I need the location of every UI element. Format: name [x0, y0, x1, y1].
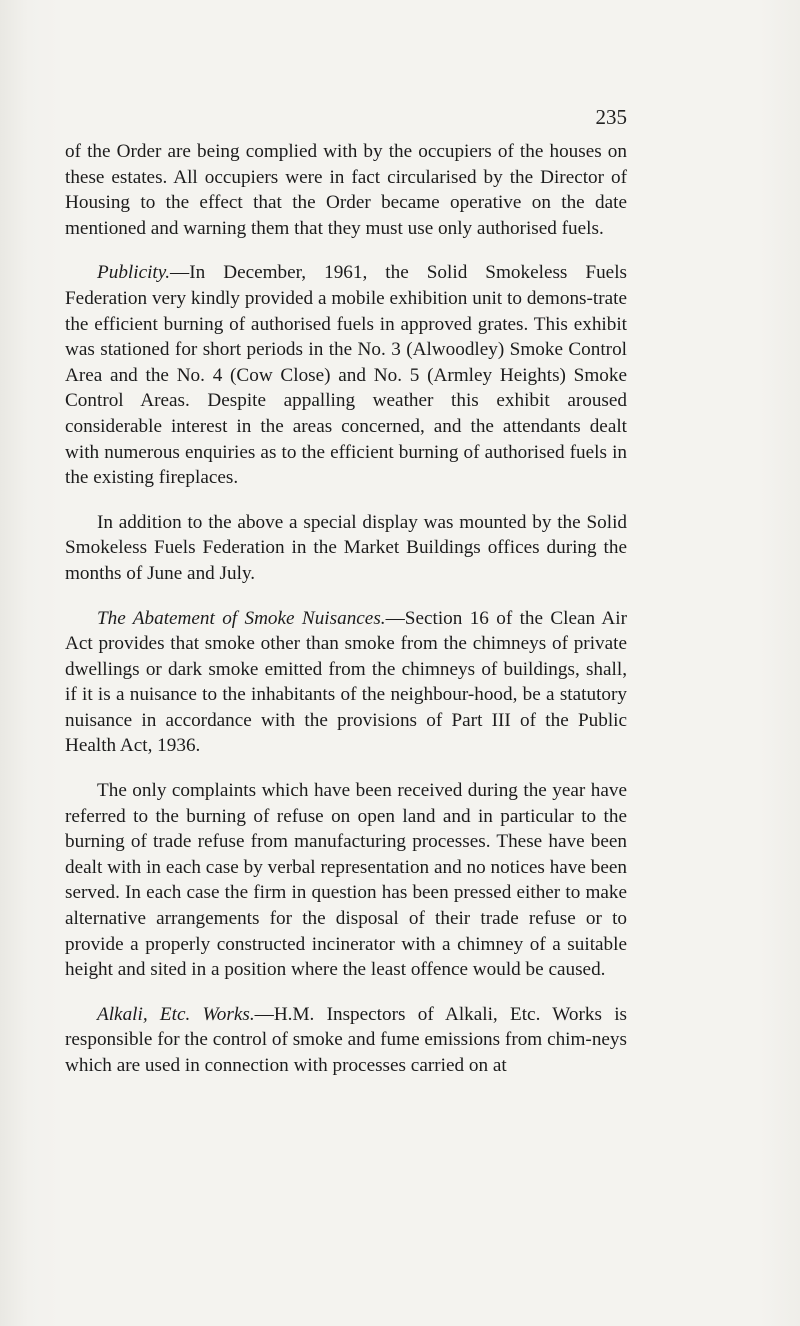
- paragraph-text: of the Order are being complied with by the occupiers of the houses on these estates. All occupiers were in fact circularised by the Director of Housing to the effect that the Order became operative on the date mentioned and warning them that they must use only authorised fuels.: [65, 141, 627, 239]
- paragraph-text: —Section 16 of the Clean Air Act provides that smoke other than smoke from the chimneys of private dwellings or dark smoke emitted from the chimneys of buildings, shall, if it is a nuisance to the inhabitants of the neighbour-hood, be a statutory nuisance in accordance with the provisions of Part III of the Public Health Act, 1936.: [65, 607, 627, 757]
- paragraph-abatement-of-smoke-nuisances: [65, 606, 627, 760]
- body-text: [65, 139, 627, 1079]
- section-heading-abatement: The Abatement of Smoke Nuisances.: [97, 607, 386, 629]
- paragraph-order-compliance: [65, 139, 627, 241]
- paragraph-text: The only complaints which have been received during the year have referred to the burning of refuse on open land and in particular to the burning of trade refuse from manufacturing processes. These have been dealt with in each case by verbal representation and no notices have been served. In each case the firm in question has been pressed either to make alternative arrangements for the disposal of their trade refuse or to provide a properly constructed incinerator with a chimney of a suitable height and sited in a position where the least offence would be caused.: [65, 780, 627, 981]
- paragraph-alkali-works: [65, 1002, 627, 1079]
- paragraph-text: —H.M. Inspectors of Alkali, Etc. Works is responsible for the control of smoke and fume emissions from chim-neys which are used in connection with processes carried on at: [65, 1003, 628, 1076]
- paragraph-text: In addition to the above a special display was mounted by the Solid Smokeless Fuels Federation in the Market Buildings offices during the months of June and July.: [65, 511, 627, 584]
- section-heading-publicity: Publicity.: [97, 262, 171, 284]
- paragraph-special-display: [65, 510, 627, 587]
- paragraph-text: —In December, 1961, the Solid Smokeless Fuels Federation very kindly provided a mobile exhibition unit to demons-trate the efficient burning of authorised fuels in approved grates. This exhibit was stationed for short periods in the No. 3 (Alwoodley) Smoke Control Area and the No. 4 (Cow Close) and No. 5 (Armley Heights) Smoke Control Areas. Despite appalling weather this exhibit aroused considerable interest in the areas concerned, and the attendants dealt with numerous enquiries as to the efficient burning of authorised fuels in the existing fireplaces.: [65, 262, 627, 489]
- paragraph-publicity: [65, 260, 627, 490]
- section-heading-alkali-works: Alkali, Etc. Works.: [97, 1003, 255, 1025]
- paragraph-complaints: [65, 778, 627, 983]
- page-number: 235: [595, 105, 627, 129]
